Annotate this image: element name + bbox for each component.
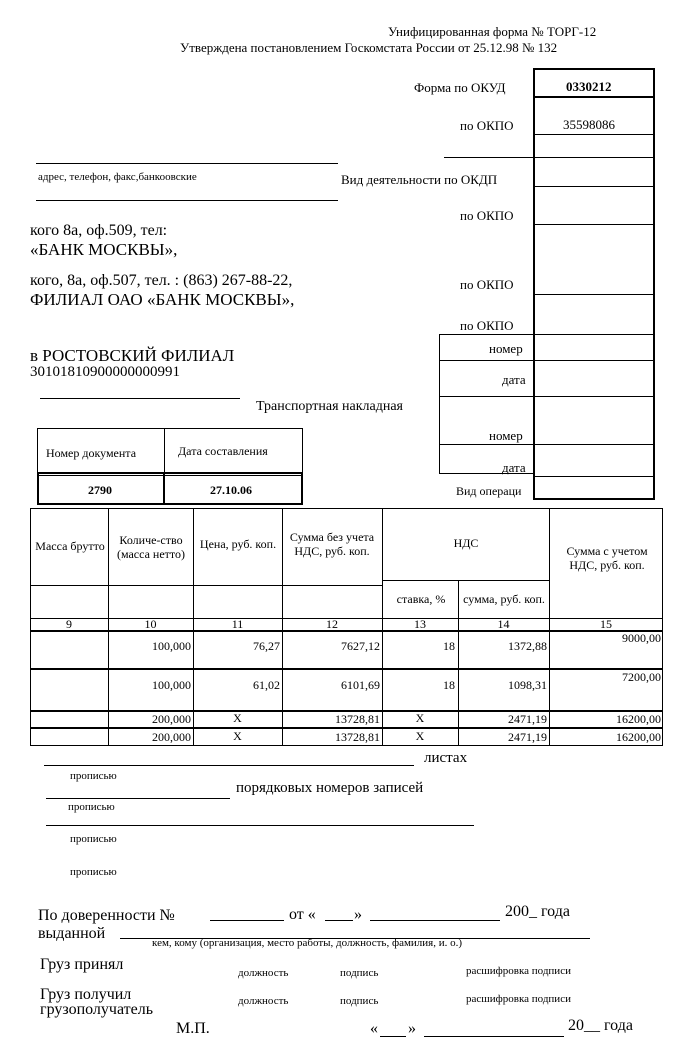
divider (30, 668, 663, 670)
divider (44, 765, 414, 766)
th-total: Сумма с учетом НДС, руб. коп. (566, 544, 648, 572)
divider (439, 444, 653, 445)
divider (46, 798, 230, 799)
okud-value: 0330212 (566, 79, 612, 94)
table-row-cell: 9000,00 (622, 631, 661, 645)
divider (444, 157, 533, 158)
vid-oper-label: Вид операци (456, 484, 522, 498)
divider (535, 186, 653, 187)
dover-label: По доверенности № (38, 907, 175, 924)
totals-cell: 16200,00 (616, 712, 661, 726)
th-nds: НДС (453, 536, 479, 551)
year200-label: 200_ года (505, 903, 570, 920)
dolzhnost-1: должность (238, 967, 289, 979)
colnum-14: 14 (497, 616, 510, 631)
totals-cell: 2471,19 (508, 712, 547, 726)
podpis-1: подпись (340, 967, 379, 979)
totals-cell: 200,000 (152, 712, 191, 726)
divider (36, 163, 338, 164)
data2: дата (502, 460, 526, 475)
propisyu-3: прописью (70, 833, 117, 845)
totals-cell: 2471,19 (508, 730, 547, 744)
totals-cell: 16200,00 (616, 730, 661, 744)
docnum-header: Номер документа (46, 446, 137, 460)
totals-cell: 200,000 (152, 730, 191, 744)
th-kol: Количе-ство (масса нетто) (116, 533, 186, 561)
divider (439, 396, 653, 397)
colnum-9: 9 (66, 616, 72, 631)
org-line-6: 30101810900000000991 (30, 364, 180, 380)
doc-date: 27.10.06 (210, 483, 252, 497)
form-title: Унифицированная форма № ТОРГ-12 (388, 24, 597, 39)
divider (424, 1036, 564, 1037)
divider (439, 360, 653, 361)
nomer1: номер (489, 341, 523, 356)
divider (535, 294, 653, 295)
divider (325, 920, 353, 921)
table-row-cell: 100,000 (152, 678, 191, 692)
org-line-4: ФИЛИАЛ ОАО «БАНК МОСКВЫ», (30, 290, 295, 309)
table-row-cell: 76,27 (253, 639, 280, 653)
ot-label: от « (289, 906, 316, 923)
totals-cell: Х (415, 728, 425, 743)
transport-label: Транспортная накладная (256, 399, 403, 414)
divider (30, 585, 383, 586)
th-sum: Сумма без учета НДС, руб. коп. (289, 530, 375, 558)
okdp-label: Вид деятельности по ОКДП (341, 172, 498, 187)
totals-cell: 13728,81 (335, 712, 380, 726)
divider (535, 157, 653, 158)
org-line-2: «БАНК МОСКВЫ», (30, 240, 178, 259)
okpo2-label: по ОКПО (460, 208, 514, 223)
rasshifr-1: расшифровка подписи (466, 965, 571, 977)
table-row-cell: 1098,31 (508, 678, 547, 692)
divider (383, 580, 549, 581)
rasshifr-2: расшифровка подписи (466, 993, 571, 1005)
divider (36, 200, 338, 201)
gruzopoluch-label: грузополучатель (40, 1001, 154, 1018)
colnum-12: 12 (326, 616, 338, 631)
table-row-cell: 100,000 (152, 639, 191, 653)
okpo3-label: по ОКПО (460, 277, 514, 292)
dolzhnost-2: должность (238, 995, 289, 1007)
addr-caption: адрес, телефон, факс,банкоовские (38, 171, 197, 183)
approved-text: Утверждена постановлением Госкомстата России от 25.12.98 № 132 (180, 40, 558, 55)
colnum-11: 11 (231, 616, 244, 631)
table-row-cell: 7200,00 (622, 670, 661, 684)
docdate-header: Дата составления (178, 444, 268, 458)
divider (163, 472, 165, 505)
divider (370, 920, 500, 921)
kem-komu-caption: кем, кому (организация, место работы, должность, фамилия, и. о.) (152, 937, 463, 949)
divider (46, 825, 474, 826)
docbox-values (37, 472, 303, 505)
totals-cell: 13728,81 (335, 730, 380, 744)
divider (535, 476, 653, 477)
year20-label: 20__ года (568, 1017, 633, 1034)
divider (40, 398, 240, 399)
mp-label: М.П. (176, 1020, 210, 1037)
poryadk-label: порядковых номеров записей (236, 780, 424, 796)
totals-cell: Х (233, 710, 242, 725)
table-row-cell: 61,02 (253, 678, 280, 692)
okpo4-label: по ОКПО (460, 318, 514, 333)
th-price: Цена, руб. коп. (199, 537, 277, 552)
listah-label: листах (424, 750, 468, 766)
data1: дата (502, 372, 526, 387)
divider (210, 920, 284, 921)
org-line-1: кого 8а, оф.509, тел: (30, 222, 168, 239)
divider (439, 334, 653, 335)
divider (30, 727, 663, 729)
quote-close: » (354, 906, 362, 923)
th-massa: Масса брутто (35, 539, 105, 554)
colnum-15: 15 (600, 616, 612, 631)
gruz-poluchil-label: Груз получил (40, 986, 132, 1003)
table-row-cell: 18 (443, 678, 455, 692)
totals-cell: Х (233, 728, 242, 743)
propisyu-2: прописью (68, 801, 115, 813)
vydannoy-label: выданной (38, 925, 106, 942)
table-row-cell: 1372,88 (508, 639, 547, 653)
divider (380, 1036, 406, 1037)
gruz-prinyal-label: Груз принял (40, 956, 124, 973)
divider (535, 134, 653, 135)
th-nds-sum: сумма, руб. коп. (463, 592, 545, 607)
okpo-label: по ОКПО (460, 118, 514, 133)
org-line-3: кого, 8а, оф.507, тел. : (863) 267-88-22, (30, 272, 293, 289)
propisyu-4: прописью (70, 866, 117, 878)
colnum-10: 10 (144, 616, 157, 631)
table-row-cell: 6101,69 (341, 678, 380, 692)
divider (458, 580, 459, 746)
table-row-cell: 18 (443, 639, 455, 653)
okpo-value: 35598086 (563, 117, 615, 132)
totals-cell: Х (415, 710, 425, 725)
podpis-2: подпись (340, 995, 379, 1007)
th-rate: ставка, % (396, 592, 446, 607)
propisyu-1: прописью (70, 770, 117, 782)
quote-close-2: » (408, 1020, 416, 1037)
nomer2: номер (489, 428, 523, 443)
table-row-cell: 7627,12 (341, 639, 380, 653)
doc-number: 2790 (88, 483, 112, 497)
quote-open: « (370, 1020, 378, 1037)
divider (164, 428, 165, 476)
divider (535, 224, 653, 225)
org-line-5: в РОСТОВСКИЙ ФИЛИАЛ (30, 346, 235, 365)
okud-label: Форма по ОКУД (414, 80, 506, 95)
colnum-13: 13 (414, 616, 426, 631)
divider (535, 96, 653, 98)
